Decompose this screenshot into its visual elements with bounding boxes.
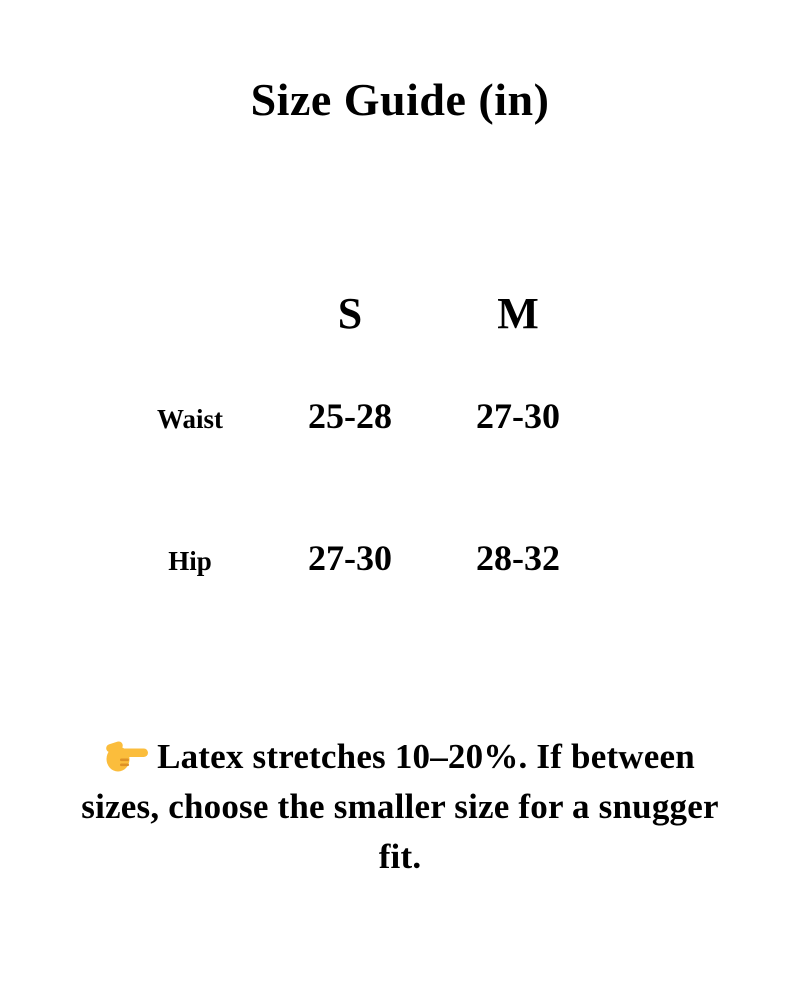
waist-m-value: 27-30 bbox=[476, 395, 560, 436]
column-header-s: S bbox=[337, 289, 363, 339]
pointing-right-icon bbox=[105, 736, 149, 774]
row-label-hip: Hip bbox=[168, 545, 212, 576]
fit-note bbox=[80, 732, 720, 882]
waist-s-value: 25-28 bbox=[308, 395, 392, 436]
table-row-hip bbox=[105, 537, 800, 580]
table-row-waist bbox=[105, 395, 800, 438]
fit-note-text: Latex stretches 10–20%. If between sizes, choose the smaller size for a snugger fit. bbox=[81, 737, 719, 877]
column-header-m: M bbox=[497, 289, 539, 339]
size-table bbox=[105, 290, 800, 580]
page-title: Size Guide (in) bbox=[250, 74, 550, 125]
hip-s-value: 27-30 bbox=[308, 537, 392, 578]
table-header-row bbox=[105, 290, 800, 338]
hip-m-value: 28-32 bbox=[476, 537, 560, 578]
row-label-waist: Waist bbox=[156, 403, 223, 434]
